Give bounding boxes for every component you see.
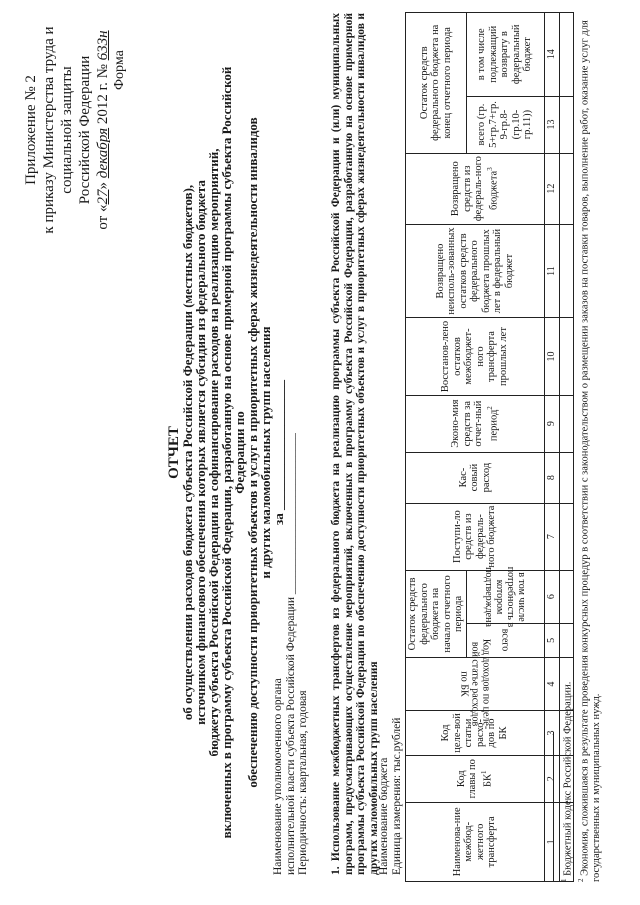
header-code-dohodov: Код доходов по целе-вой статье расходов по БК <box>406 658 545 711</box>
col-number: 10 <box>544 318 559 395</box>
col-number: 13 <box>544 96 559 153</box>
table-header-row-1 <box>406 13 467 882</box>
col-number: 9 <box>544 395 559 452</box>
date-month: декабря <box>95 127 111 179</box>
col-number: 2 <box>544 755 559 802</box>
footnote-divider <box>553 732 554 882</box>
footnote-1: $^1$ Бюджетный кодекс Российской Федерации. <box>560 681 574 882</box>
col-number: 8 <box>544 452 559 503</box>
report-subtitle-3: бюджету субъекта Российской Федерации на софинансирование расходов на реализацию мероприятий, <box>206 148 221 757</box>
footnote-2: $^2$ Экономия, сложившаяся в результате проведения конкурсных процедур в соответствии с законодательством о размещении заказов на поставки товаров, выполнение работ, оказание услуг для государственных и муниципальных нужд. <box>576 20 602 882</box>
form-label: Форма <box>112 50 127 90</box>
period-prefix: за <box>271 513 286 525</box>
header-vosstanovleno: Восстанов-лено остатков межбюджет-ного трансферта прошлых лет <box>406 318 545 395</box>
appendix-line-4: Российской Федерации <box>77 55 93 205</box>
date-mid: » <box>95 178 111 190</box>
header-code-celevoi: Код целе-вой статьи расхо-дов по БК <box>406 711 545 756</box>
report-subtitle-5: обеспечению доступности приоритетных объектов и услуг в приоритетных сферах жизнедеятельности инвалидов <box>245 117 260 788</box>
header-transfer-name: Наименова-ние межбюд-жетного трансферта <box>406 802 545 881</box>
header-ekonomiya: Эконо-мия средств за отчет-ный период$^2$ <box>406 395 545 452</box>
header-v-tom-chisle-vozvrat: в том числе подлежащий возврату в федеральный бюджет <box>466 13 544 97</box>
header-vozvrascheno-neisp: Возвращено неисполь-зованных остатков средств федерального бюджета прошлых лет в федеральный бюджет <box>406 224 545 318</box>
col-number: 3 <box>544 711 559 756</box>
header-code-glavy: Код главы по $БК^1$ <box>406 755 545 802</box>
report-subtitle-6: и других маломобильных групп населения <box>258 326 273 579</box>
footnotes <box>558 12 603 882</box>
report-subtitle-2: источником финансового обеспечения которых является субсидия из федерального бюджета <box>193 180 208 725</box>
info-block <box>272 315 310 875</box>
periodicity: Периодичность: квартальная, годовая <box>297 690 309 875</box>
report-subtitle-4: включенных в программу субъекта Российской Федерации, разработанную на основе примерной программы субъекта Российской Федерации по <box>219 66 247 839</box>
budget-unit-block <box>378 718 403 875</box>
report-title: ОТЧЕТ <box>166 426 182 479</box>
date-prefix: от « <box>95 204 111 230</box>
col-number: 5 <box>544 623 559 658</box>
appendix-block <box>22 10 112 250</box>
col-number: 4 <box>544 658 559 711</box>
appendix-line-1: Приложение № 2 <box>23 75 39 185</box>
header-ostatok-nachalo: Остаток средств федерального бюджета на начало отчетного периода <box>406 570 467 658</box>
col-number: 1 <box>544 802 559 881</box>
header-postupilo: Поступи-ло средств из федераль-ного бюджета <box>406 503 545 570</box>
header-kassovyi: Кас-совый расход <box>406 452 545 503</box>
report-table <box>405 12 574 882</box>
col-number: 12 <box>544 153 559 224</box>
budget-name-label: Наименование бюджета <box>378 757 390 875</box>
date-day: 27 <box>95 189 111 205</box>
header-vsego: всего <box>466 623 544 658</box>
section-1-heading: 1. Использование межбюджетных трансфертов из федерального бюджета на реализацию программы субъекта Российской Федерации и (или) муниципальных программ, предусматривающих осуществление мероприятий, включенных в программу субъекта Российской Федерации, разработанную на основе примерной программы субъекта Российской Федерации по обеспечению доступности приоритетных объектов и услуг в приоритетных сферах жизнедеятельности инвалидов и других маломобильных групп населения <box>330 13 380 875</box>
report-subtitle-1: об осуществлении расходов бюджета субъекта Российской Федерации (местных бюджетов), <box>180 184 195 721</box>
report-period: за ____________________ <box>271 380 286 525</box>
header-ostatok-konec: Остаток средств федерального бюджета на конец отчетного периода <box>406 13 467 154</box>
column-numbers-row <box>544 13 559 882</box>
header-v-tom-chisle-potrebnost: в том числе потребность в котором подтверждена <box>466 570 544 623</box>
col-number: 6 <box>544 570 559 623</box>
appendix-line-2: к приказу Министерства труда и <box>41 26 57 234</box>
date-year: 2012 г. № <box>95 60 111 128</box>
header-vsego-formula: всего (гр. 5+гр.7+гр. 9-гр.8-(гр.10-гр.11)) <box>466 96 544 153</box>
col-number: 7 <box>544 503 559 570</box>
org-name-label-1: Наименование уполномоченного органа <box>272 678 284 875</box>
org-name-label-2: исполнительной власти субъекта Российской Федерации ____________________________ <box>284 433 297 875</box>
header-vozvrascheno-sredstv: Возвращено средств из федераль-ного бюджета$^3$ <box>406 153 545 224</box>
col-number: 14 <box>544 13 559 97</box>
col-number: 11 <box>544 224 559 318</box>
report-title-block <box>168 40 285 865</box>
unit-label: Единица измерения: тыс.рублей <box>390 717 403 875</box>
appendix-date-line <box>94 10 112 250</box>
order-number: 633н <box>95 30 111 61</box>
appendix-line-3: социальной защиты <box>59 66 75 194</box>
